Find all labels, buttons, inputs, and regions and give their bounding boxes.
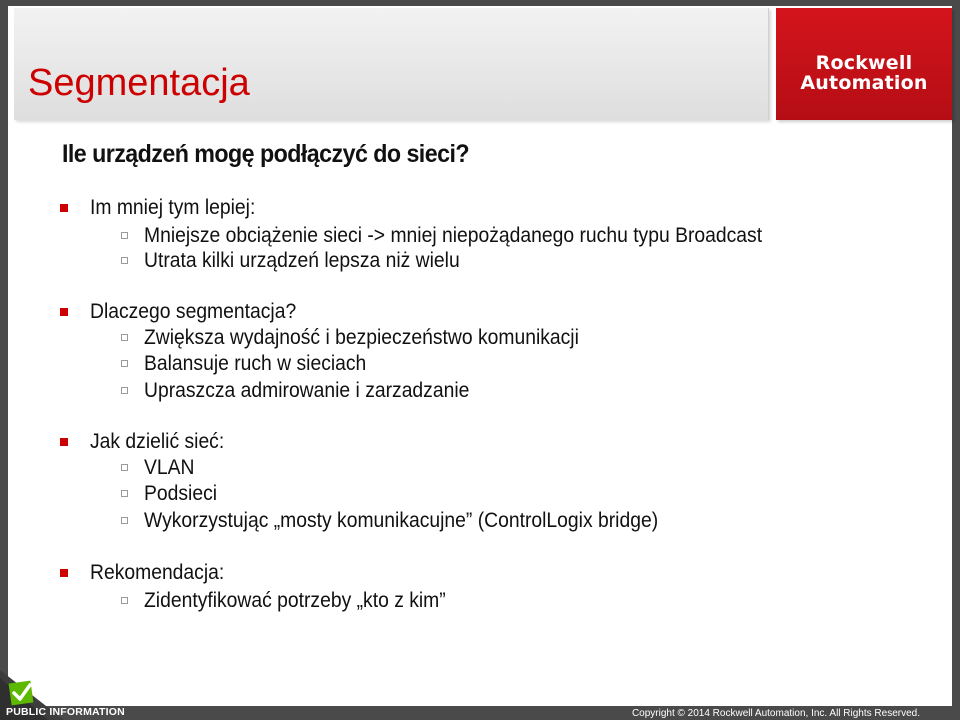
- sub-bullet-marker: [121, 490, 128, 497]
- bullet-marker: [60, 569, 68, 577]
- sub-bullet-marker: [121, 334, 128, 341]
- sub-bullet-marker: [121, 360, 128, 367]
- sub-bullet-text: Balansuje ruch w sieciach: [144, 352, 367, 375]
- sub-bullet-marker: [121, 517, 128, 524]
- bullet-marker: [60, 308, 68, 316]
- bullet-text: Im mniej tym lepiej:: [90, 196, 256, 219]
- bullet-text: Jak dzielić sieć:: [90, 430, 225, 453]
- sub-bullet-text: Zidentyfikować potrzeby „kto z kim”: [144, 589, 446, 612]
- bullet-marker: [60, 438, 68, 446]
- rockwell-automation-logo: [776, 8, 952, 120]
- logo-text-line1: Rockwell: [815, 52, 913, 74]
- bullet-text: Dlaczego segmentacja?: [90, 300, 297, 323]
- logo-text-line2: Automation: [800, 72, 928, 94]
- public-information-label: PUBLIC INFORMATION: [6, 706, 125, 718]
- sub-bullet-text: Mniejsze obciążenie sieci -> mniej niepożądanego ruchu typu Broadcast: [144, 224, 763, 247]
- sub-bullet-text: Upraszcza admirowanie i zarzadzanie: [144, 379, 470, 402]
- slide-subtitle: Ile urządzeń mogę podłączyć do sieci?: [62, 140, 470, 168]
- slide-title: Segmentacja: [28, 62, 250, 104]
- sub-bullet-marker: [121, 387, 128, 394]
- sub-bullet-text: VLAN: [144, 456, 195, 479]
- bullet-text: Rekomendacja:: [90, 561, 225, 584]
- sub-bullet-marker: [121, 597, 128, 604]
- sub-bullet-text: Wykorzystując „mosty komunikacujne” (ControlLogix bridge): [144, 509, 659, 532]
- bullet-marker: [60, 204, 68, 212]
- sub-bullet-text: Zwiększa wydajność i bezpieczeństwo komunikacji: [144, 326, 579, 349]
- sub-bullet-marker: [121, 232, 128, 239]
- copyright-text: Copyright © 2014 Rockwell Automation, Inc. All Rights Reserved.: [631, 708, 920, 719]
- sub-bullet-text: Utrata kilki urządzeń lepsza niż wielu: [144, 249, 460, 272]
- sub-bullet-marker: [121, 464, 128, 471]
- sub-bullet-marker: [121, 257, 128, 264]
- sub-bullet-text: Podsieci: [144, 482, 218, 505]
